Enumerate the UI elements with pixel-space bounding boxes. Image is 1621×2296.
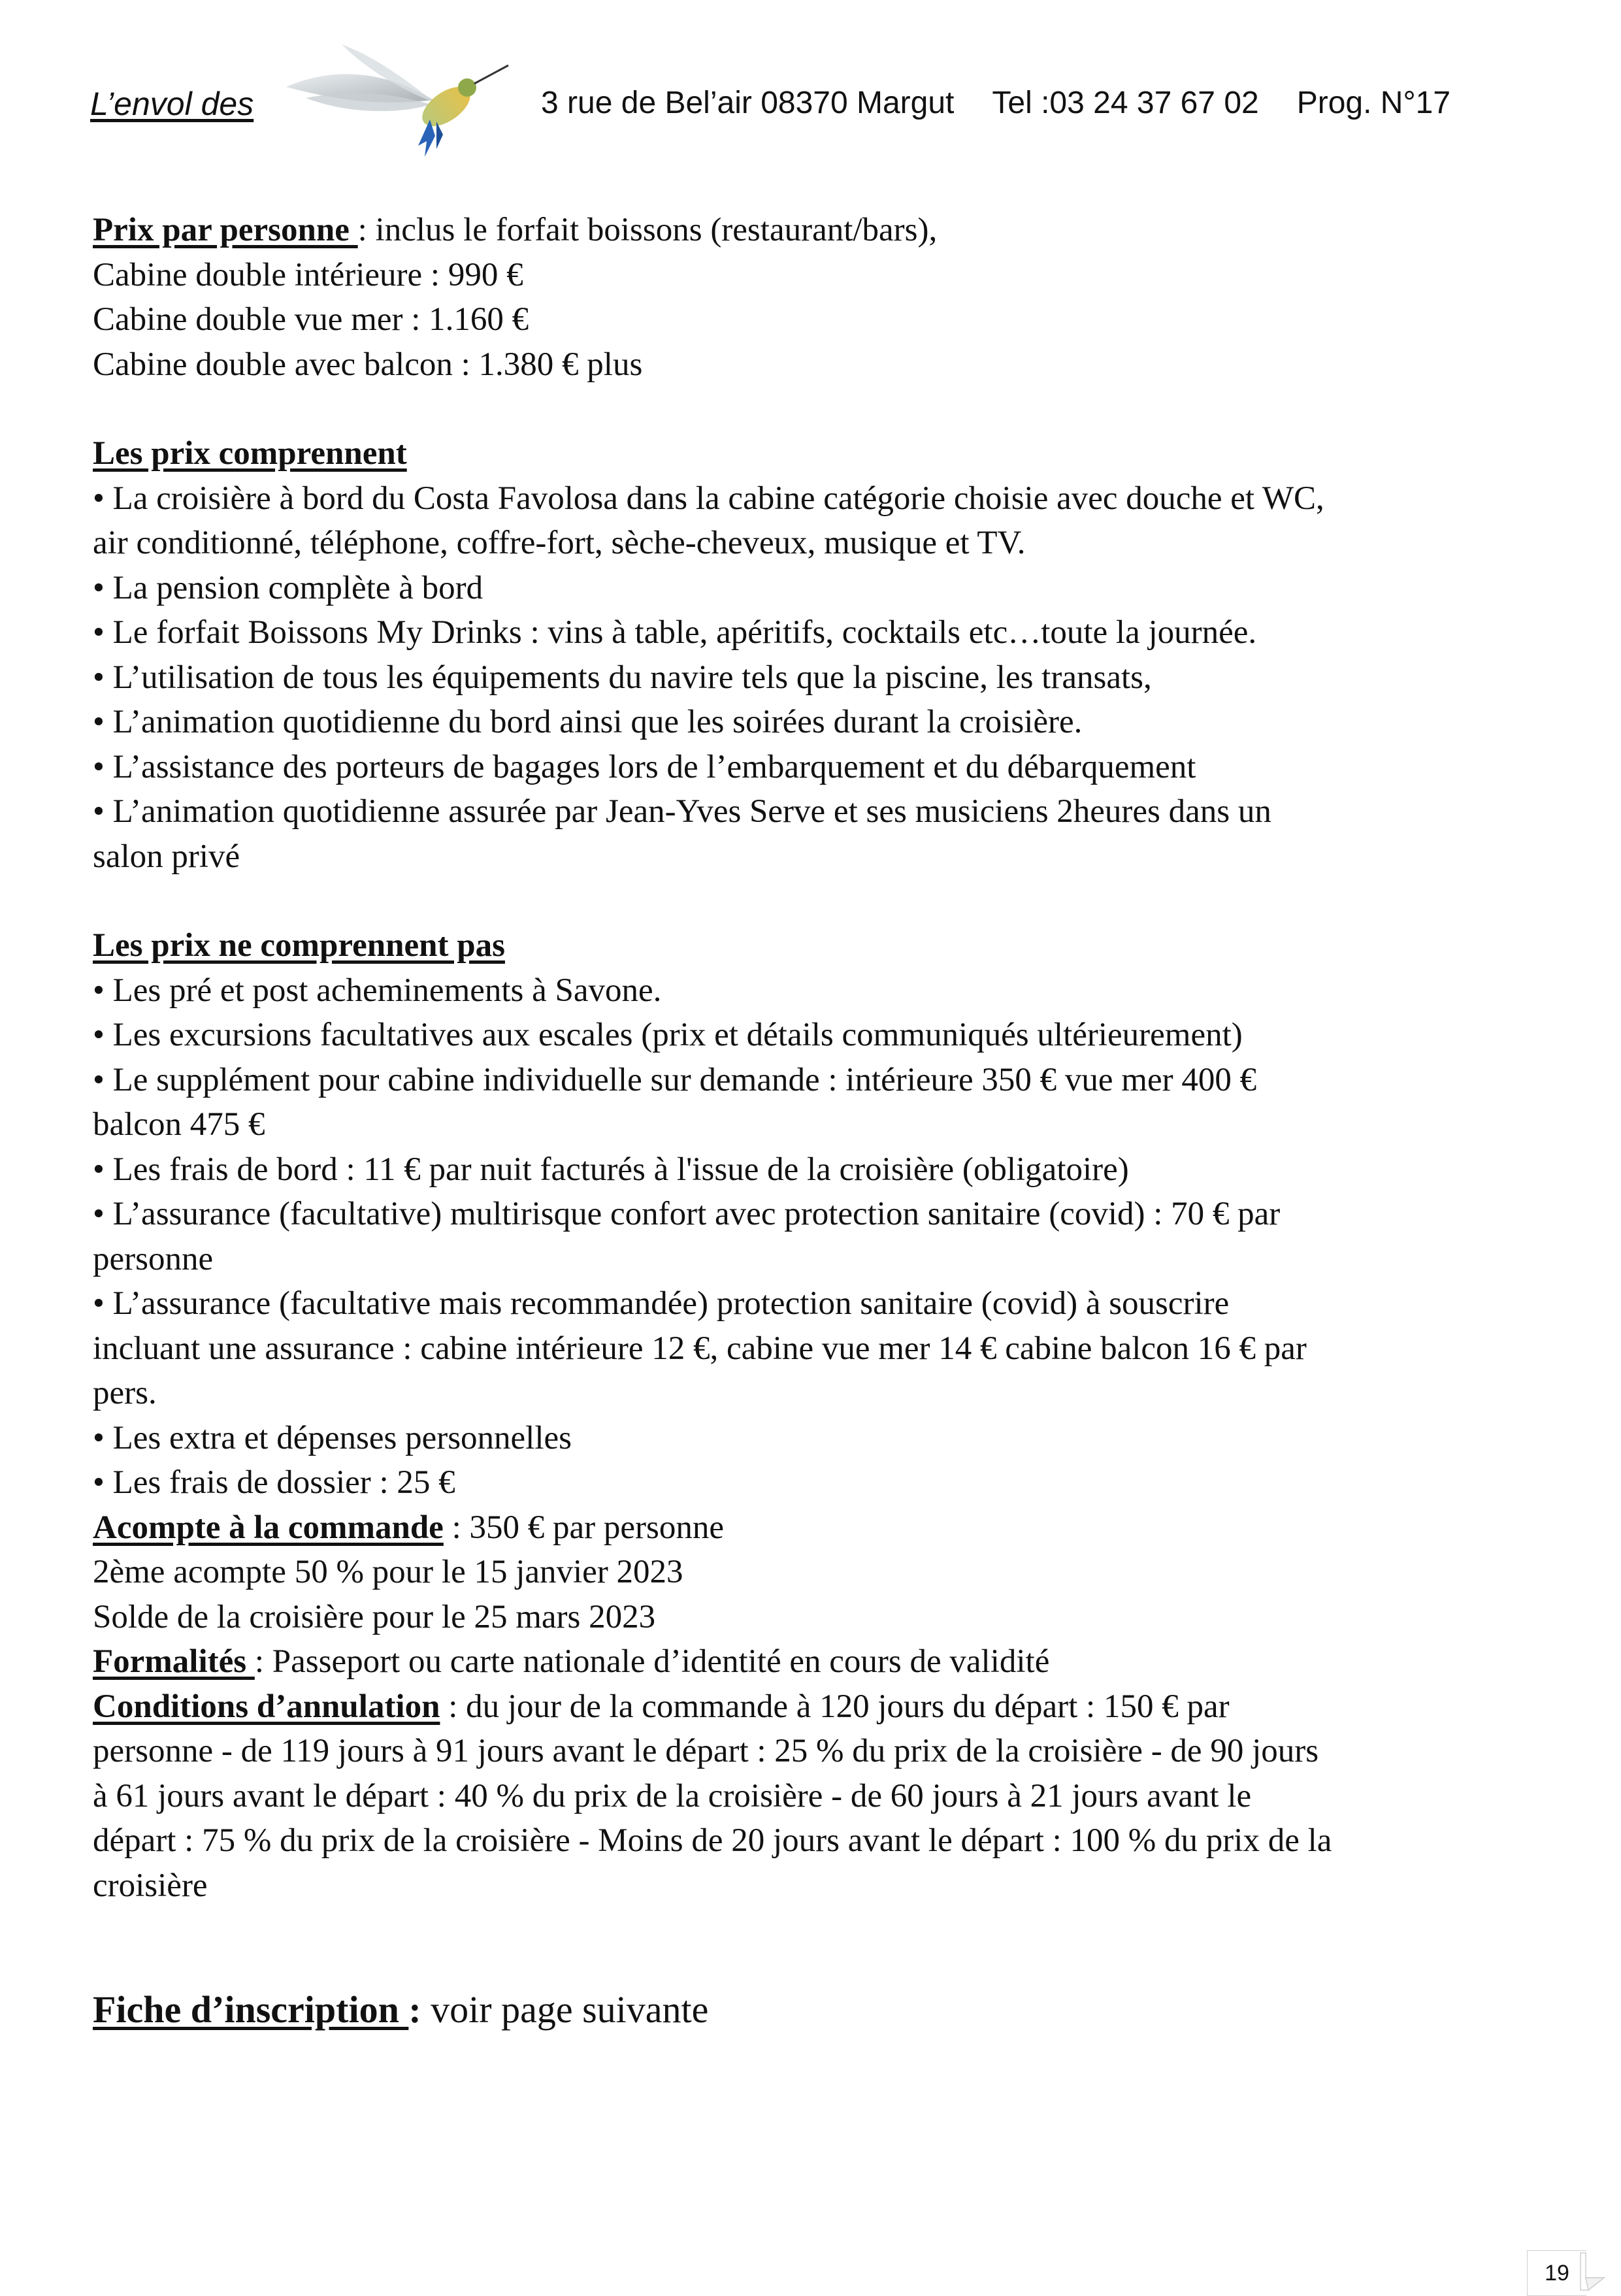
prices-heading-suffix: : inclus le forfait boissons (restaurant/bars), <box>357 212 938 248</box>
brand-name: L’envol des <box>90 86 254 122</box>
formalities-heading: Formalités <box>93 1643 255 1680</box>
registration-heading: Fiche d’inscription <box>93 1988 409 2031</box>
prices-heading: Prix par personne <box>93 212 358 248</box>
excludes-item: pers. <box>93 1375 157 1411</box>
formalities-line <box>93 1639 1530 1684</box>
page-header <box>90 77 1534 162</box>
excludes-item: balcon 475 € <box>93 1106 265 1143</box>
excludes-item: • Les excursions facultatives aux escales (prix et détails communiqués ultérieurement) <box>93 1017 1243 1053</box>
excludes-item: • L’assurance (facultative) multirisque confort avec protection sanitaire (covid) : 70 € par <box>93 1196 1281 1232</box>
excludes-item: • L’assurance (facultative mais recommandée) protection sanitaire (covid) à souscrire <box>93 1285 1230 1322</box>
includes-item: • L’animation quotidienne assurée par Jean-Yves Serve et ses musiciens 2heures dans un <box>93 793 1271 830</box>
includes-item: • La pension complète à bord <box>93 569 483 606</box>
phone: Tel :03 24 37 67 02 <box>992 86 1259 120</box>
excludes-item: • Le supplément pour cabine individuelle sur demande : intérieure 350 € vue mer 400 € <box>93 1061 1257 1098</box>
excludes-heading: Les prix ne comprennent pas <box>93 927 505 964</box>
cancellation-line: personne - de 119 jours à 91 jours avant le départ : 25 % du prix de la croisière - de 90 jours <box>93 1733 1319 1769</box>
price-line: Cabine double intérieure : 990 € <box>93 256 523 293</box>
deposit-heading: Acompte à la commande <box>93 1509 444 1546</box>
excludes-item: incluant une assurance : cabine intérieure 12 €, cabine vue mer 14 € cabine balcon 16 € par <box>93 1330 1307 1367</box>
price-line: Cabine double avec balcon : 1.380 € plus <box>93 346 643 383</box>
prices-heading-line <box>93 208 1530 253</box>
deposit-line: Solde de la croisière pour le 25 mars 2023 <box>93 1598 656 1635</box>
cancellation-line: à 61 jours avant le départ : 40 % du prix de la croisière - de 60 jours à 21 jours avant le <box>93 1777 1252 1814</box>
document-body <box>93 208 1530 2033</box>
registration-colon: : <box>408 1988 421 2031</box>
deposit-heading-line <box>93 1505 1530 1550</box>
contact-info <box>541 85 1450 121</box>
includes-item: • L’utilisation de tous les équipements du navire tels que la piscine, les transats, <box>93 659 1152 696</box>
excludes-item: • Les extra et dépenses personnelles <box>93 1419 572 1456</box>
registration-line <box>93 1988 1530 2033</box>
includes-item: air conditionné, téléphone, coffre-fort, sèche-cheveux, musique et TV. <box>93 525 1026 561</box>
address: 3 rue de Bel’air 08370 Margut <box>541 86 955 120</box>
includes-heading: Les prix comprennent <box>93 435 407 472</box>
includes-item: • La croisière à bord du Costa Favolosa dans la cabine catégorie choisie avec douche et WC, <box>93 480 1324 517</box>
excludes-item: • Les frais de dossier : 25 € <box>93 1464 455 1501</box>
cancellation-heading: Conditions d’annulation <box>93 1688 440 1725</box>
formalities-text: : Passeport ou carte nationale d’identité en cours de validité <box>254 1643 1050 1680</box>
cancellation-heading-line <box>93 1684 1530 1730</box>
deposit-heading-suffix: : 350 € par personne <box>443 1509 724 1546</box>
deposit-line: 2ème acompte 50 % pour le 15 janvier 2023 <box>93 1554 683 1590</box>
includes-item: • L’animation quotidienne du bord ainsi que les soirées durant la croisière. <box>93 704 1083 740</box>
price-line: Cabine double vue mer : 1.160 € <box>93 301 529 338</box>
page-number: 19 <box>1527 2250 1586 2296</box>
cancellation-line: croisière <box>93 1867 208 1904</box>
excludes-item: • Les frais de bord : 11 € par nuit facturés à l'issue de la croisière (obligatoire) <box>93 1151 1129 1188</box>
program-number: Prog. N°17 <box>1296 86 1451 120</box>
page-curl-icon <box>1579 2252 1605 2291</box>
cancellation-line: départ : 75 % du prix de la croisière - Moins de 20 jours avant le départ : 100 % du prix de la <box>93 1822 1332 1859</box>
includes-item: • L’assistance des porteurs de bagages lors de l’embarquement et du débarquement <box>93 748 1196 785</box>
cancellation-heading-suffix: : du jour de la commande à 120 jours du départ : 150 € par <box>440 1688 1230 1725</box>
excludes-item: personne <box>93 1240 214 1277</box>
registration-suffix: voir page suivante <box>421 1988 709 2031</box>
includes-item: • Le forfait Boissons My Drinks : vins à table, apéritifs, cocktails etc…toute la journée. <box>93 614 1257 651</box>
includes-item: salon privé <box>93 838 240 875</box>
excludes-item: • Les pré et post acheminements à Savone. <box>93 972 662 1009</box>
